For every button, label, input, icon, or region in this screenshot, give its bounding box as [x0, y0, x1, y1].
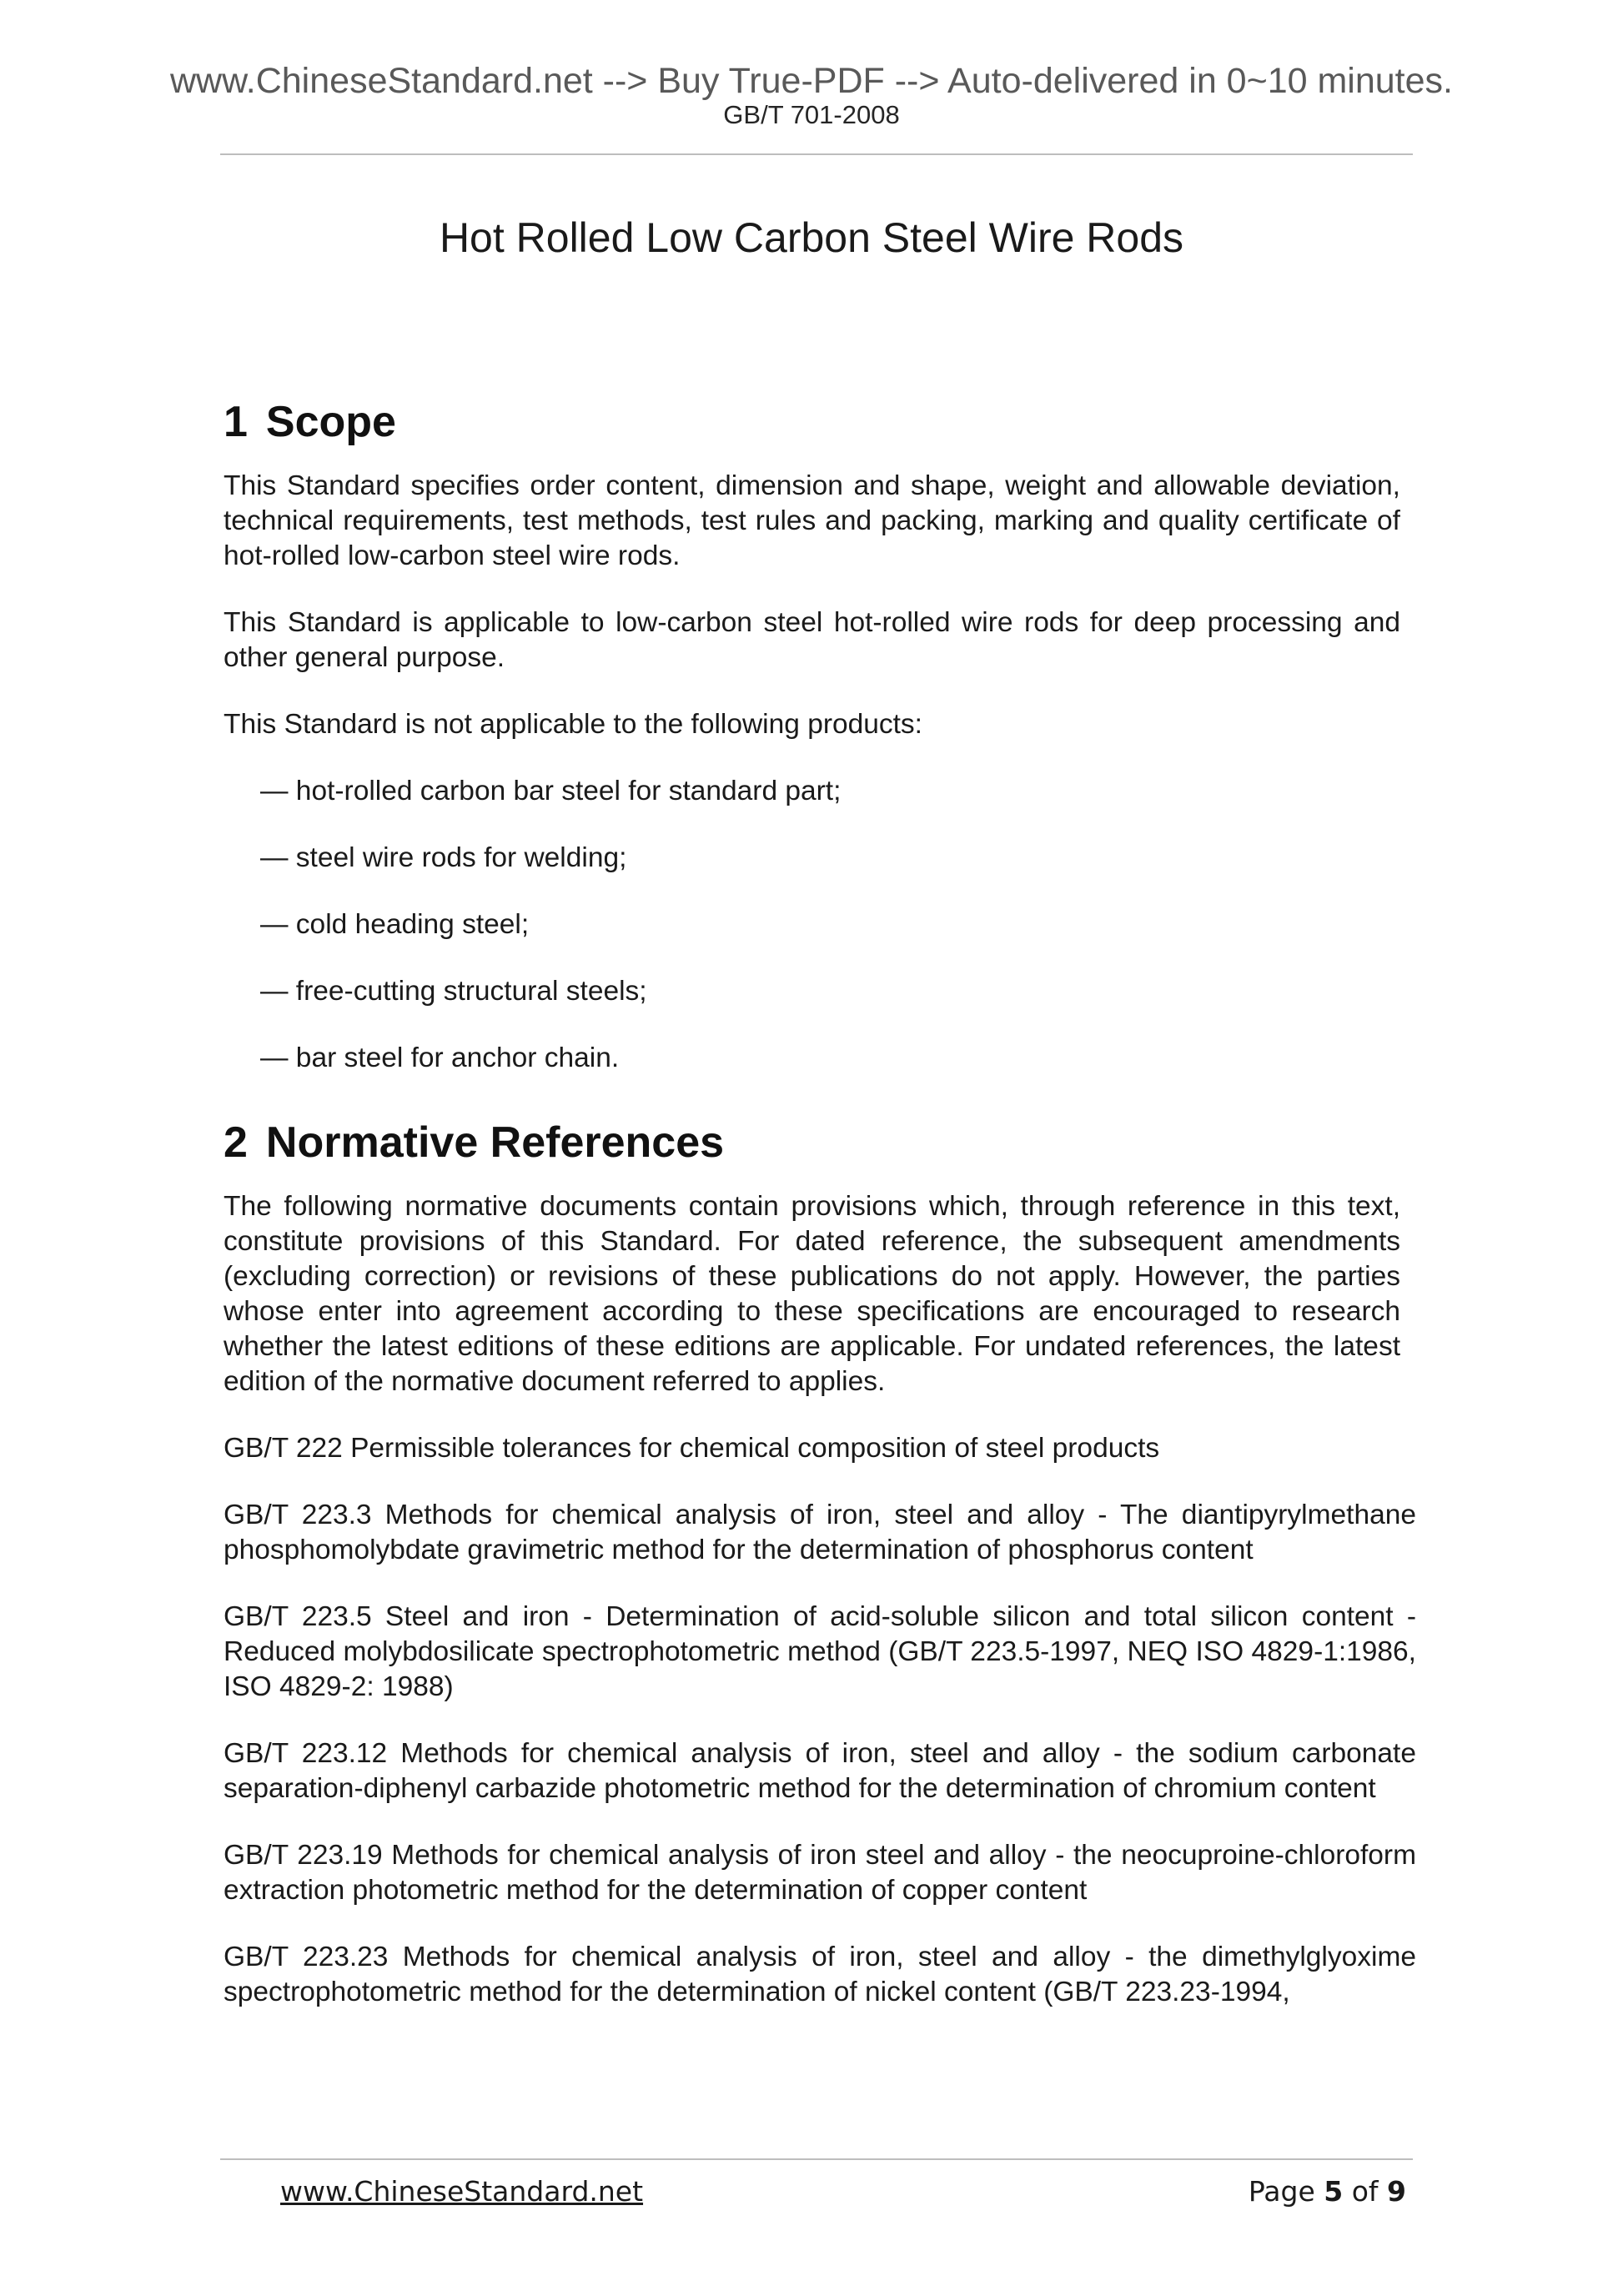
- document-body: [224, 395, 1416, 2010]
- exclusion-list-item: — bar steel for anchor chain.: [260, 1042, 620, 1073]
- standard-code: GB/T 701-2008: [723, 100, 900, 129]
- section-number: 2: [224, 1118, 248, 1167]
- page-label: Page: [1248, 2175, 1315, 2208]
- scope-paragraph: This Standard specifies order content, dimension and shape, weight and allowable deviation, technical requirements, test methods, test rules and packing, marking and quality certificate of hot-rolled low-carbon steel wire rods.: [224, 470, 1400, 571]
- section-title: Scope: [265, 398, 396, 446]
- section-heading-normative-references: [224, 1116, 1400, 1169]
- page-number: [1249, 2175, 1406, 2208]
- section-heading-scope: [224, 395, 1400, 449]
- scope-paragraph: This Standard is applicable to low-carbon steel hot-rolled wire rods for deep processing and other general purpose.: [224, 607, 1400, 673]
- site-banner: www.ChineseStandard.net --> Buy True-PDF --> Auto-delivered in 0~10 minutes.: [169, 61, 1453, 101]
- section-number: 1: [224, 398, 248, 446]
- footer-site-link[interactable]: www.ChineseStandard.net: [280, 2175, 644, 2208]
- reference-entry: GB/T 223.3 Methods for chemical analysis of iron, steel and alloy - The diantipyrylmethane phosphomolybdate gravimetric method for the determination of phosphorus content: [224, 1500, 1416, 1565]
- exclusion-list-item: — steel wire rods for welding;: [260, 842, 627, 873]
- page-total: 9: [1387, 2175, 1406, 2208]
- reference-entry: GB/T 223.23 Methods for chemical analysis of iron, steel and alloy - the dimethylglyoxime spectrophotometric method for the determination of nickel content (GB/T 223.23-1994,: [224, 1942, 1416, 2007]
- reference-entry: GB/T 223.19 Methods for chemical analysis of iron steel and alloy - the neocuproine-chloroform extraction photometric method for the determination of copper content: [224, 1840, 1416, 1906]
- scope-paragraph: This Standard is not applicable to the following products:: [224, 709, 922, 740]
- exclusion-list-item: — free-cutting structural steels;: [260, 976, 647, 1007]
- section-title: Normative References: [265, 1118, 725, 1167]
- page-current: 5: [1324, 2175, 1344, 2208]
- exclusion-list-item: — cold heading steel;: [260, 909, 530, 940]
- header-divider: [220, 153, 1413, 155]
- references-intro-paragraph: The following normative documents contain provisions which, through reference in this text, constitute provisions of this Standard. For dated reference, the subsequent amendments (excluding correction) or revisions of these publications do not apply. However, the parties whose enter into agreement according to these specifications are encouraged to research whether the latest editions of these editions are applicable. For undated references, the latest edition of the normative document referred to applies.: [224, 1191, 1400, 1397]
- reference-entry: GB/T 222 Permissible tolerances for chemical composition of steel products: [224, 1433, 1160, 1464]
- page-of-label: of: [1351, 2175, 1379, 2208]
- footer-divider: [220, 2158, 1413, 2160]
- reference-entry: GB/T 223.12 Methods for chemical analysis of iron, steel and alloy - the sodium carbonate separation-diphenyl carbazide photometric method for the determination of chromium content: [224, 1738, 1416, 1804]
- exclusion-list-item: — hot-rolled carbon bar steel for standard part;: [260, 776, 842, 806]
- reference-entry: GB/T 223.5 Steel and iron - Determination of acid-soluble silicon and total silicon content - Reduced molybdosilicate spectrophotometric method (GB/T 223.5-1997, NEQ ISO 4829-1:1986, ISO 4829-2: 1988): [224, 1601, 1416, 1702]
- document-title: Hot Rolled Low Carbon Steel Wire Rods: [439, 214, 1184, 261]
